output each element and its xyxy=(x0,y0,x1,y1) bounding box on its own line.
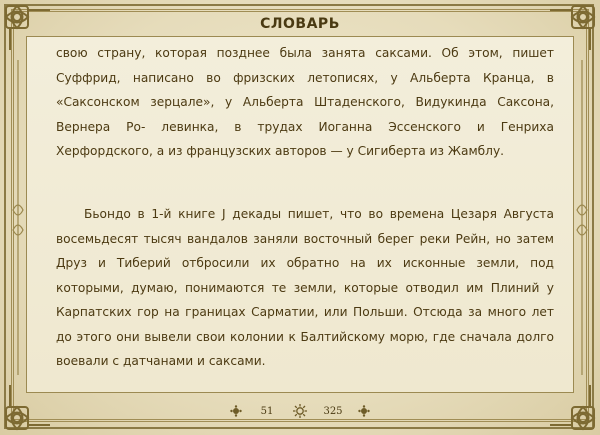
side-ornament-icon xyxy=(575,60,589,375)
body-paragraph xyxy=(56,41,554,164)
celtic-knot-corner-icon xyxy=(544,379,600,435)
left-page-number: 51 xyxy=(260,405,274,417)
page-title: СЛОВАРЬ xyxy=(260,15,340,32)
celtic-knot-corner-icon xyxy=(0,379,56,435)
header xyxy=(26,11,574,36)
ornament-sun-icon xyxy=(292,403,308,419)
ornament-next-icon[interactable] xyxy=(358,405,370,417)
body-paragraph xyxy=(56,202,554,374)
ornament-prev-icon[interactable] xyxy=(230,405,242,417)
right-page-number: 325 xyxy=(323,405,343,417)
page-navigation xyxy=(180,400,420,422)
paragraph-text: свою страну, которая позднее была занята саксами. Об этом, пишет Суффрид, написано во фризских летописях, у Альберта Кранца, в «Саксонском зерцале», у Альберта Штаденского, Видукинда Саксона, Вернера Ро- левинка, в трудах Иоганна Эссенского и Генриха Херфордского, а из французских авторов — у Сигиберта из Жамблу. xyxy=(56,46,554,158)
paragraph-text: Бьондо в 1-й книге J декады пишет, что во времена Цезаря Августа восемьдесят тысяч вандалов заняли восточный берег реки Рейн, но затем Друз и Тиберий отбросили их обратно на их исконные земли, под которыми, думаю, понимаются те земли, которые отводил им Плиний у Карпатских гор на границах Сарматии, или Польши. Отсюда за много лет до этого они вывели свои колонии к Балтийскому морю, где сначала долго воевали с датчанами и саксами. xyxy=(56,207,554,368)
side-ornament-icon xyxy=(11,60,25,375)
